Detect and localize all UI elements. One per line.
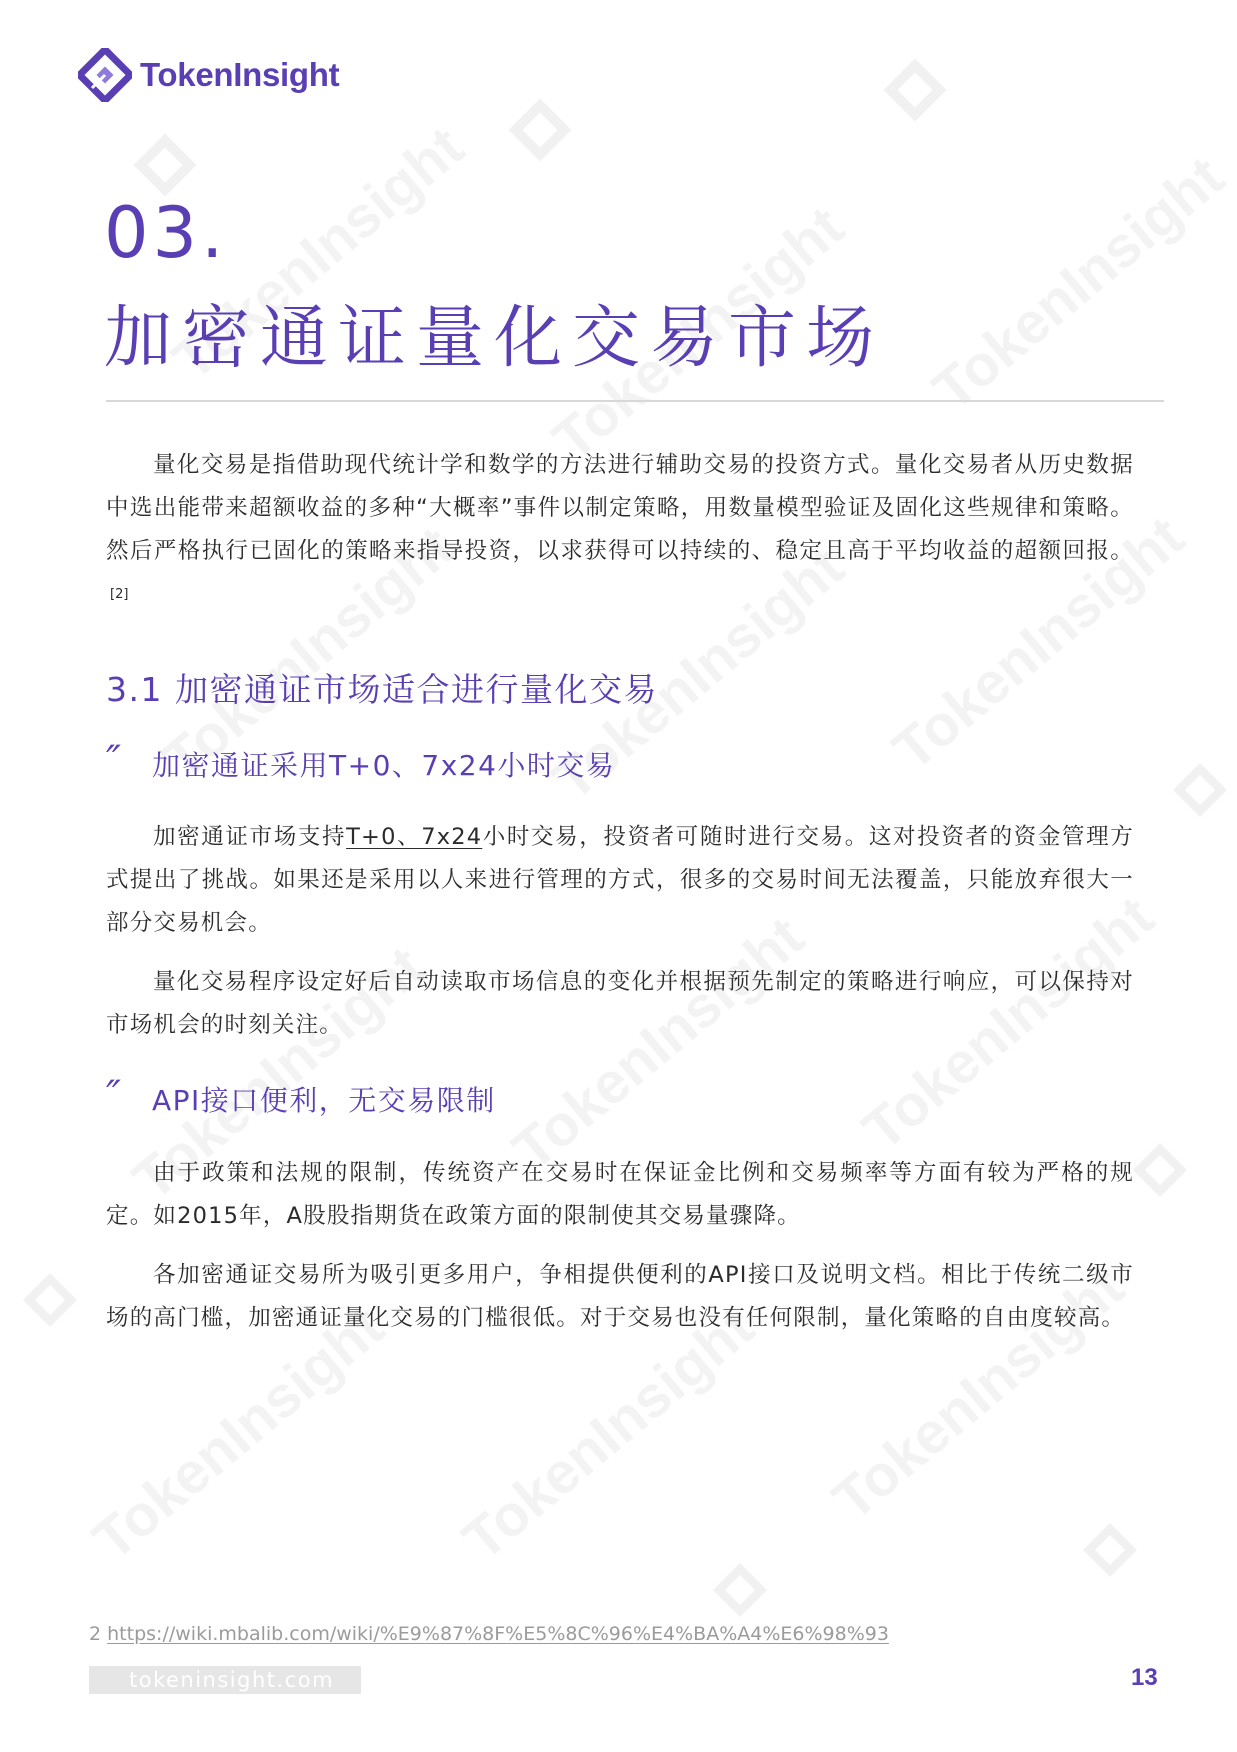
tokeninsight-logo-icon [78,48,132,102]
subsection-heading [106,1073,496,1121]
subsection-heading [106,738,616,786]
footnote [89,1623,889,1645]
footnote-link[interactable]: https://wiki.mbalib.com/wiki/%E9%87%8F%E5%8C%96%E4%BA%A4%E6%98%93 [107,1623,889,1645]
footer-site-bar [89,1666,361,1694]
underlined-term: T+0、7x24 [346,824,483,850]
page-number: 13 [1131,1664,1158,1691]
intro-paragraph [106,444,1134,622]
subsection-title: 加密通证采用T+0、7x24小时交易 [152,749,616,782]
watermark-logo-icon [710,1560,770,1620]
watermark-logo-icon [1170,760,1230,820]
citation-ref[interactable]: [2] [110,587,129,602]
text-run: 小时交易，投资者可随时进行交易。这对投资者的资金管理方式提出了挑战。如果还是采用以人来进行管理的方式，很多的交易时间无法覆盖，只能放弃很大一部分交易机会。 [106,824,1134,936]
body-paragraph: 各加密通证交易所为吸引更多用户，争相提供便利的API接口及说明文档。相比于传统二级市场的高门槛，加密通证量化交易的门槛很低。对于交易也没有任何限制，量化策略的自由度较高。 [106,1262,1134,1331]
watermark-logo-icon [880,55,950,125]
chapter-number: 03. [104,192,228,274]
body-paragraph: 由于政策和法规的限制，传统资产在交易时在保证金比例和交易频率等方面有较为严格的规定。如2015年，A股股指期货在政策方面的限制使其交易量骤降。 [106,1160,1134,1229]
quote-mark-icon: ″ [106,738,121,784]
footer-site-link[interactable]: tokeninsight.com [129,1668,335,1692]
watermark-logo-icon [130,130,200,200]
brand-name: TokenInsight [140,56,340,93]
body-paragraph: 量化交易程序设定好后自动读取市场信息的变化并根据预先制定的策略进行响应，可以保持对市场机会的时刻关注。 [106,969,1134,1038]
watermark-logo-icon [1080,1520,1140,1580]
subsection-body [106,1152,1134,1340]
footnote-number: 2 [89,1623,102,1645]
watermark-text [920,143,1236,424]
subsection-body [106,816,1134,1047]
brand-logo[interactable] [78,48,339,102]
chapter-title: 加密通证量化交易市场 [104,299,885,378]
intro-text: 量化交易是指借助现代统计学和数学的方法进行辅助交易的投资方式。量化交易者从历史数据中选出能带来超额收益的多种“大概率”事件以制定策略，用数量模型验证及固化这些规律和策略。然后严格执行已固化的策略来指导投资，以求获得可以持续的、稳定且高于平均收益的超额回报。 [106,452,1134,564]
watermark-logo-icon [1130,1140,1190,1200]
heading-divider [106,400,1164,402]
text-run: 加密通证市场支持 [153,824,347,850]
watermark-logo-icon [505,95,575,165]
quote-mark-icon: ″ [106,1073,121,1119]
section-title: 3.1 加密通证市场适合进行量化交易 [106,670,658,709]
body-paragraph [106,816,1134,945]
watermark-logo-icon [20,1270,80,1330]
intro-block [106,444,1134,622]
subsection-title: API接口便利，无交易限制 [152,1084,496,1117]
